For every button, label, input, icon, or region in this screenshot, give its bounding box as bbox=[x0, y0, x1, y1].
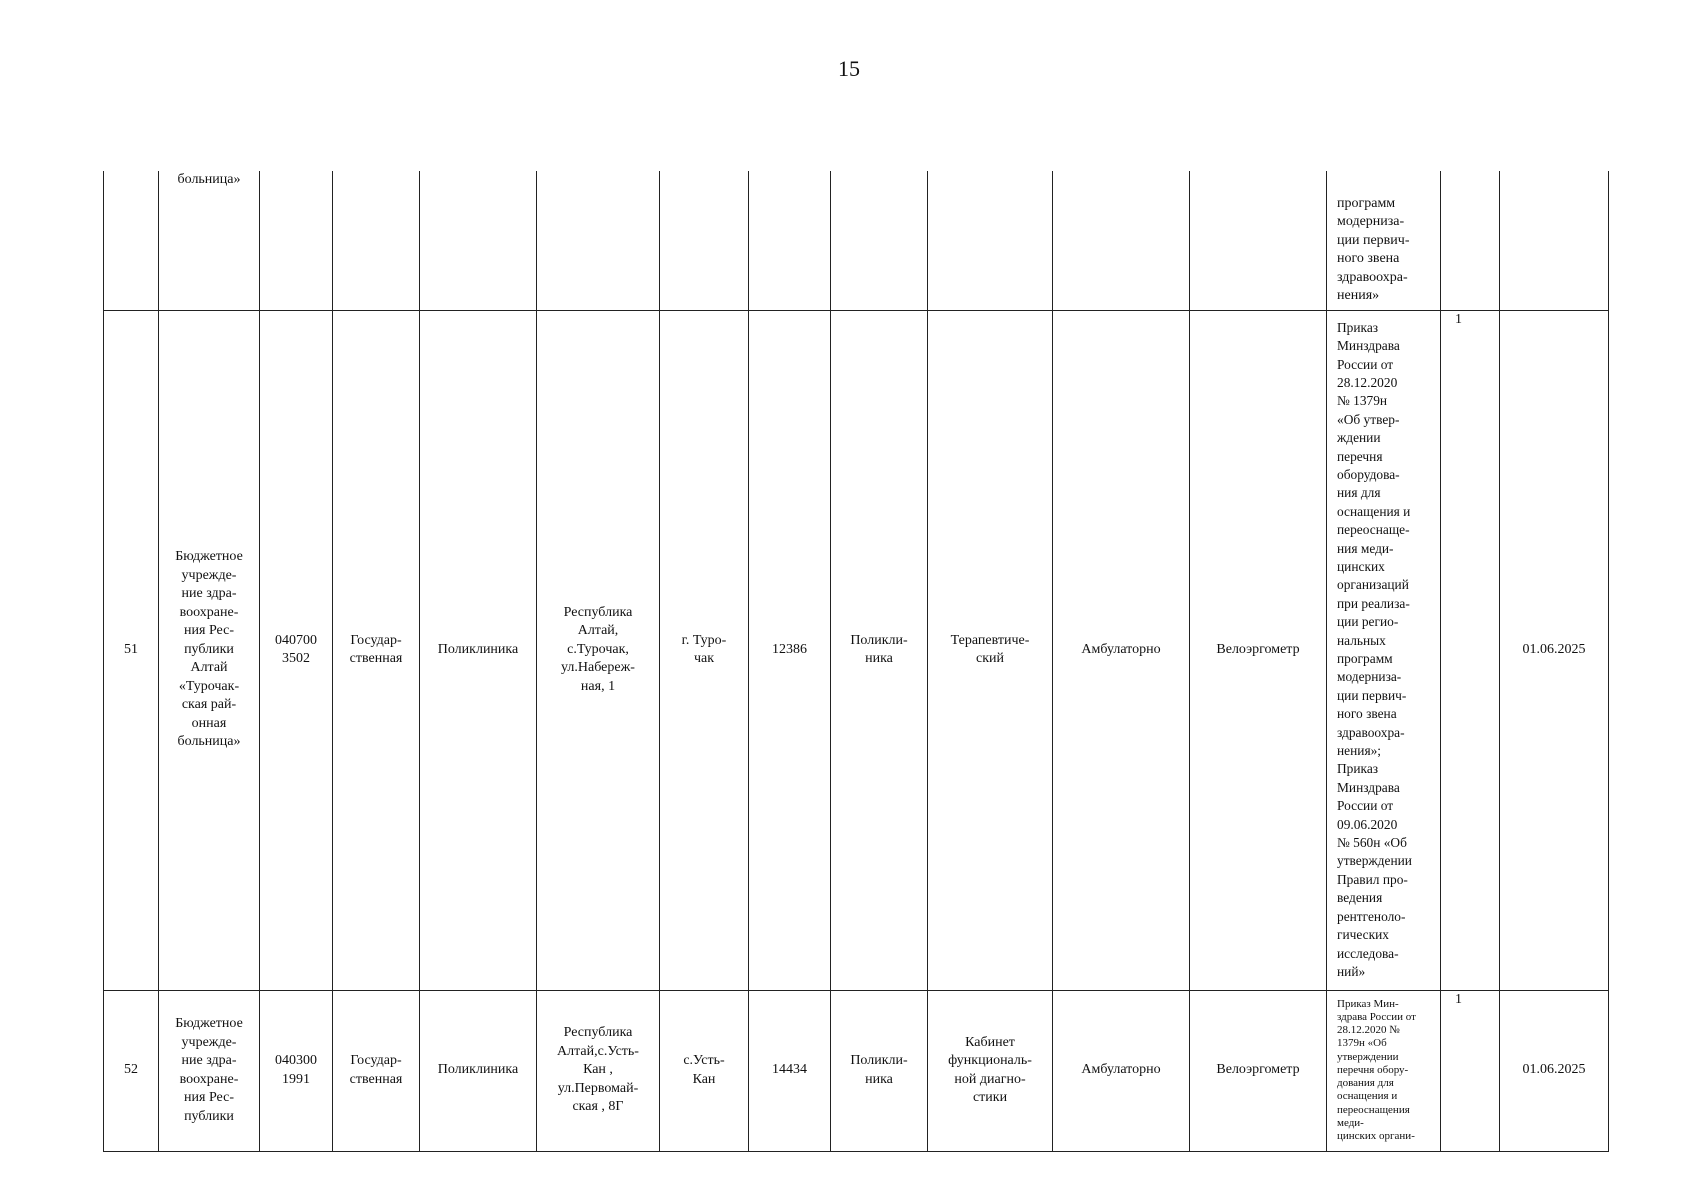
org-code bbox=[260, 171, 333, 310]
organization-name: Бюджетное учрежде- ние здра- воохране- ния Рес- публики Алтай «Турочак- ская рай- онная больница» bbox=[159, 310, 260, 990]
row-number bbox=[104, 171, 159, 310]
date: 01.06.2025 bbox=[1500, 310, 1609, 990]
ownership: Государ- ственная bbox=[333, 990, 420, 1151]
population: 12386 bbox=[749, 310, 831, 990]
equipment: Велоэргометр bbox=[1190, 310, 1327, 990]
department: Терапевтиче- ский bbox=[928, 310, 1053, 990]
unit: Поликли- ника bbox=[831, 310, 928, 990]
department bbox=[928, 171, 1053, 310]
locality: г. Туро- чак bbox=[660, 310, 749, 990]
department: Кабинет функциональ- ной диагно- стики bbox=[928, 990, 1053, 1151]
legal-basis: Приказ Минздрава России от 28.12.2020 № 1379н «Об утвер- ждении перечня оборудова- ния для оснащения и переоснаще- ния меди- цинских организаций при реализа- ции регио- нальных программ модерниза- ции первич- ного звена здравоохра- нения»; Приказ Минздрава России от 09.06.2020 № 560н «Об утверждении Правил про- ведения рентгеноло- гических исследова- ний» bbox=[1327, 310, 1441, 990]
table-row bbox=[104, 171, 1609, 310]
organization-name: больница» bbox=[159, 171, 260, 310]
address: Республика Алтай,с.Усть- Кан , ул.Первомай- ская , 8Г bbox=[537, 990, 660, 1151]
facility-type bbox=[420, 171, 537, 310]
unit: Поликли- ника bbox=[831, 990, 928, 1151]
population bbox=[749, 171, 831, 310]
table-row bbox=[104, 990, 1609, 1151]
row-number: 52 bbox=[104, 990, 159, 1151]
population: 14434 bbox=[749, 990, 831, 1151]
equipment: Велоэргометр bbox=[1190, 990, 1327, 1151]
locality bbox=[660, 171, 749, 310]
care-form: Амбулаторно bbox=[1053, 310, 1190, 990]
ownership bbox=[333, 171, 420, 310]
legal-basis: программ модерниза- ции первич- ного звена здравоохра- нения» bbox=[1327, 171, 1441, 310]
date bbox=[1500, 171, 1609, 310]
org-code: 040300 1991 bbox=[260, 990, 333, 1151]
care-form bbox=[1053, 171, 1190, 310]
row-number: 51 bbox=[104, 310, 159, 990]
facility-type: Поликлиника bbox=[420, 990, 537, 1151]
organization-name: Бюджетное учрежде- ние здра- воохране- ния Рес- публики bbox=[159, 990, 260, 1151]
org-code: 040700 3502 bbox=[260, 310, 333, 990]
address: Республика Алтай, с.Турочак, ул.Набереж- ная, 1 bbox=[537, 310, 660, 990]
unit bbox=[831, 171, 928, 310]
equipment-table bbox=[103, 171, 1609, 1152]
equipment bbox=[1190, 171, 1327, 310]
quantity bbox=[1441, 171, 1500, 310]
locality: с.Усть- Кан bbox=[660, 990, 749, 1151]
facility-type: Поликлиника bbox=[420, 310, 537, 990]
ownership: Государ- ственная bbox=[333, 310, 420, 990]
address bbox=[537, 171, 660, 310]
date: 01.06.2025 bbox=[1500, 990, 1609, 1151]
care-form: Амбулаторно bbox=[1053, 990, 1190, 1151]
quantity: 1 bbox=[1441, 310, 1500, 990]
quantity: 1 bbox=[1441, 990, 1500, 1151]
legal-basis: Приказ Мин- здрава России от 28.12.2020 № 1379н «Об утверждении перечня обору- дования для оснащения и переоснащения меди- цинских органи- bbox=[1327, 990, 1441, 1151]
page-number: 15 bbox=[838, 56, 860, 81]
table-row bbox=[104, 310, 1609, 990]
